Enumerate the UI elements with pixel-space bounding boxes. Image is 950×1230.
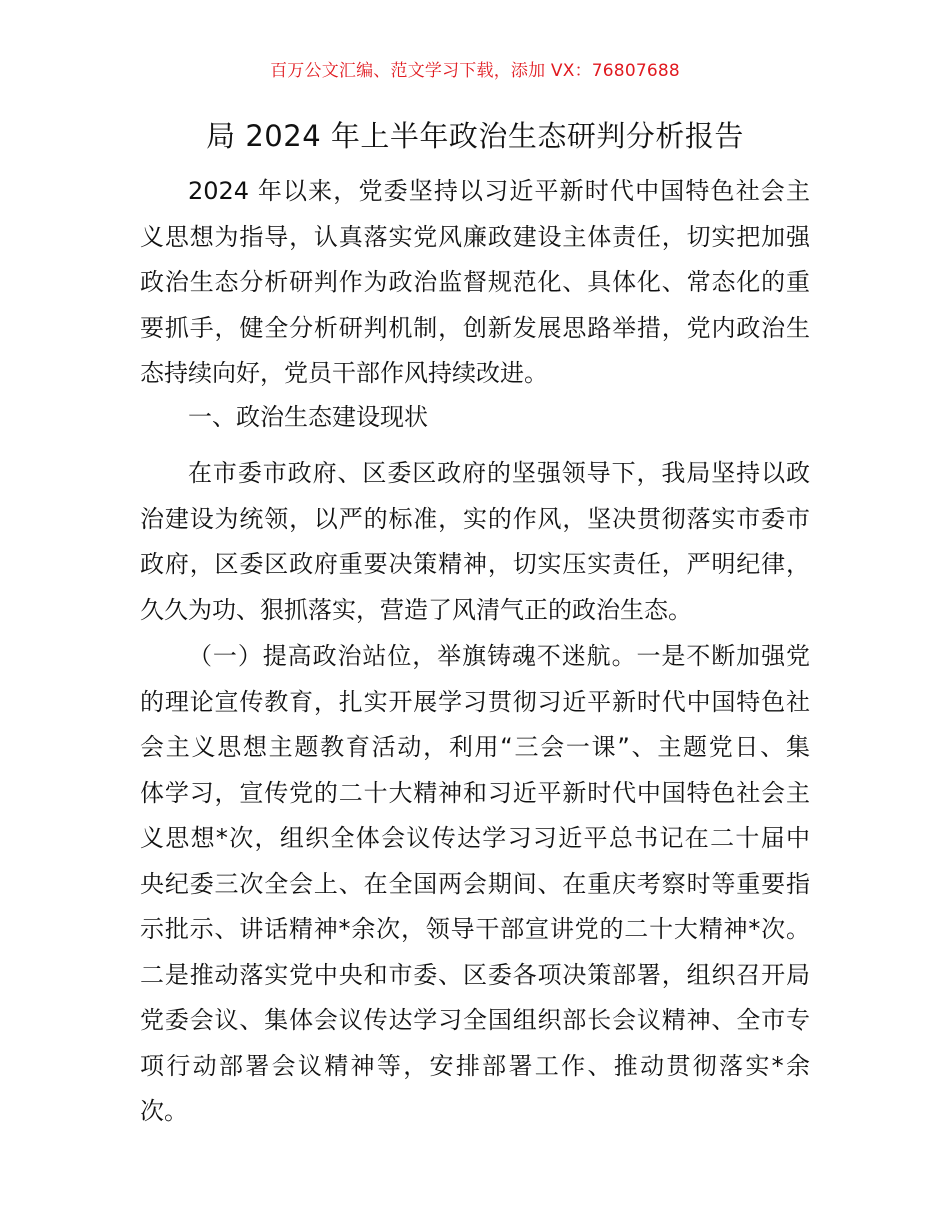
text-line: 项行动部署会议精神等，安排部署工作、推动贯彻落实*余	[140, 1051, 810, 1080]
document-title: 局 2024 年上半年政治生态研判分析报告	[206, 119, 744, 153]
text-line: 态持续向好，党员干部作风持续改进。	[140, 359, 548, 387]
subsection-1-paragraph	[140, 634, 810, 1135]
watermark-banner: 百万公文汇编、范文学习下载，添加 VX：76807688	[270, 61, 680, 81]
text-line: 政治生态分析研判作为政治监督规范化、具体化、常态化的重	[140, 268, 810, 296]
text-line: （一）提高政治站位，举旗铸魂不迷航。一是不断加强党	[188, 642, 810, 670]
text-line: 政府，区委区政府重要决策精神，切实压实责任，严明纪律，	[140, 550, 810, 578]
text-line: 示批示、讲话精神*余次，领导干部宣讲党的二十大精神*次。	[140, 915, 810, 943]
text-line: 二是推动落实党中央和市委、区委各项决策部署，组织召开局	[140, 960, 810, 989]
text-line: 2024 年以来，党委坚持以习近平新时代中国特色社会主	[188, 177, 810, 205]
section-heading-text: 一、政治生态建设现状	[188, 403, 428, 431]
intro-paragraph	[140, 169, 810, 397]
text-line: 央纪委三次全会上、在全国两会期间、在重庆考察时等重要指	[140, 869, 810, 898]
text-line: 治建设为统领，以严的标准，实的作风，坚决贯彻落实市委市	[140, 504, 810, 533]
section-1-paragraph	[140, 451, 810, 633]
text-line: 在市委市政府、区委区政府的坚强领导下，我局坚持以政	[188, 459, 810, 487]
text-line: 党委会议、集体会议传达学习全国组织部长会议精神、全市专	[140, 1006, 810, 1034]
text-line: 义思想*次，组织全体会议传达学习习近平总书记在二十届中	[140, 824, 810, 852]
text-line: 要抓手，健全分析研判机制，创新发展思路举措，党内政治生	[140, 313, 810, 342]
text-line: 会主义思想主题教育活动，利用“三会一课”、主题党日、集	[140, 733, 810, 761]
text-line: 义思想为指导，认真落实党风廉政建设主体责任，切实把加强	[140, 222, 810, 251]
text-line: 的理论宣传教育，扎实开展学习贯彻习近平新时代中国特色社	[140, 687, 810, 716]
text-line: 久久为功、狠抓落实，营造了风清气正的政治生态。	[140, 595, 692, 624]
section-heading	[140, 395, 810, 441]
text-line: 体学习，宣传党的二十大精神和习近平新时代中国特色社会主	[140, 778, 810, 807]
text-line: 次。	[140, 1097, 188, 1125]
